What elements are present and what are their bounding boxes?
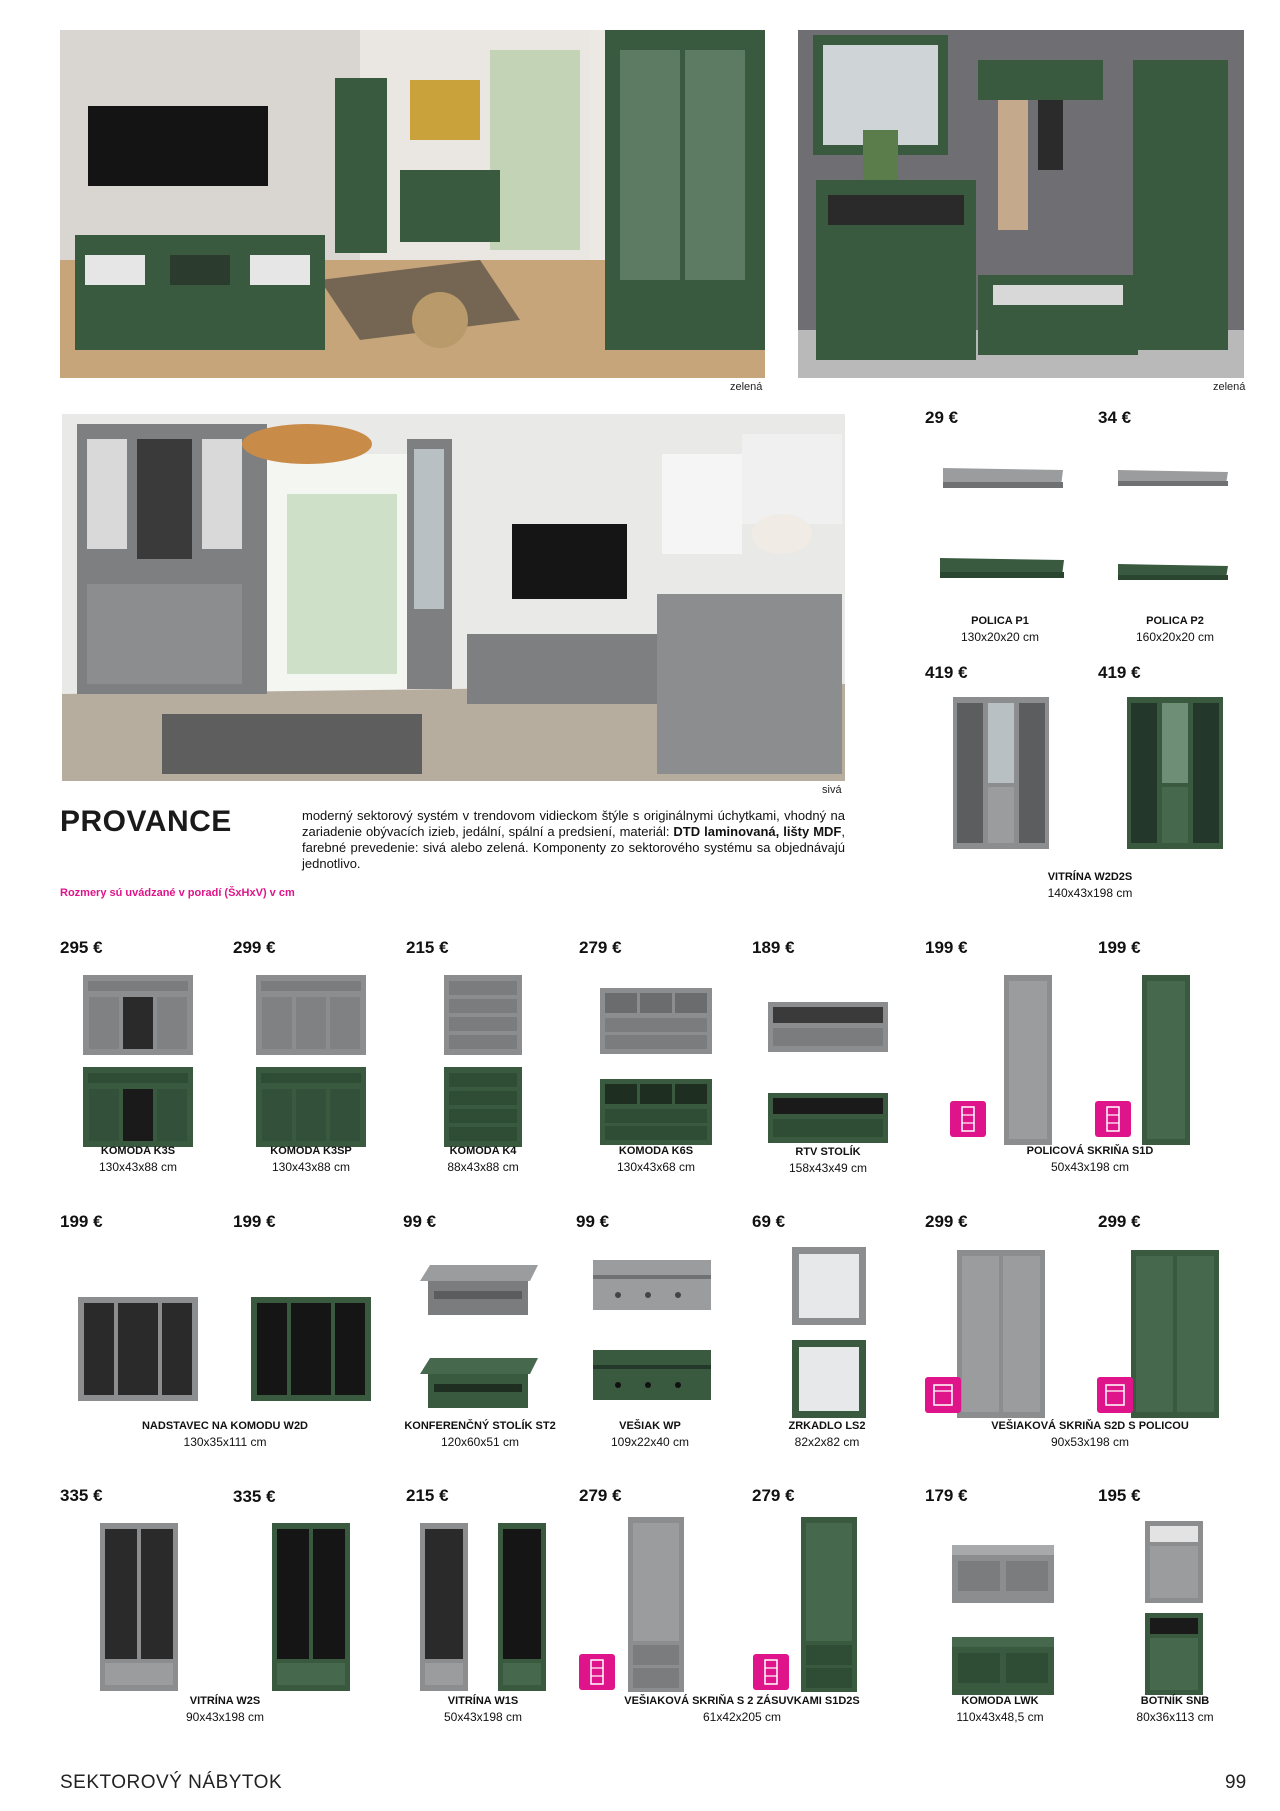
drawer-badge-icon bbox=[579, 1654, 615, 1690]
botnik-snb-gray bbox=[1145, 1521, 1203, 1603]
komoda-lwk-gray bbox=[952, 1545, 1054, 1603]
vesiak-wp-green bbox=[593, 1350, 711, 1400]
price-snb: 195 € bbox=[1098, 1486, 1141, 1505]
product-name-lwk: KOMODA LWK bbox=[961, 1695, 1039, 1707]
product-dim-w2d: 130x35x111 cm bbox=[183, 1435, 267, 1449]
product-dim-s2d: 90x53x198 cm bbox=[1050, 1435, 1130, 1449]
price-p1: 29 € bbox=[925, 408, 959, 427]
photo-caption: zelená bbox=[730, 381, 763, 393]
product-dim-k3sp: 130x43x88 cm bbox=[271, 1160, 351, 1174]
price-p2: 34 € bbox=[1098, 408, 1132, 427]
living-room-green-photo bbox=[60, 30, 765, 378]
page-number: 99 bbox=[1225, 1772, 1247, 1793]
vitrina-w2d2s-green bbox=[1127, 697, 1223, 849]
vitrina-w1s-green bbox=[498, 1523, 546, 1691]
price-w1s: 215 € bbox=[406, 1486, 449, 1505]
price-s1d2s-gray: 279 € bbox=[579, 1486, 622, 1505]
product-name-p1: POLICA P1 bbox=[971, 615, 1029, 627]
vesiakova-skrina-s2d-gray bbox=[957, 1250, 1045, 1418]
shelf-p1-green bbox=[940, 558, 1064, 580]
konferencny-stolik-st2-gray bbox=[420, 1265, 538, 1321]
living-room-gray-photo bbox=[62, 414, 845, 781]
product-name-wp: VEŠIAK WP bbox=[619, 1420, 681, 1432]
product-dim-wp: 109x22x40 cm bbox=[610, 1435, 690, 1449]
price-w2d2s-green: 419 € bbox=[1098, 663, 1141, 682]
komoda-k3sp-gray bbox=[256, 975, 366, 1055]
price-w2s-green: 335 € bbox=[233, 1487, 276, 1506]
price-k4: 215 € bbox=[406, 938, 449, 957]
price-w2d-gray: 199 € bbox=[60, 1212, 103, 1231]
wardrobe-badge-icon bbox=[1097, 1377, 1133, 1413]
botnik-snb-green bbox=[1145, 1613, 1203, 1695]
product-name-s2d: VEŠIAKOVÁ SKRIŇA S2D S POLICOU bbox=[991, 1420, 1189, 1432]
price-ls2: 69 € bbox=[752, 1212, 786, 1231]
price-w2d2s-gray: 419 € bbox=[925, 663, 968, 682]
price-k6s: 279 € bbox=[579, 938, 622, 957]
price-s1d-gray: 199 € bbox=[925, 938, 968, 957]
product-name-w2s: VITRÍNA W2S bbox=[189, 1695, 261, 1707]
komoda-k6s-green bbox=[600, 1079, 712, 1145]
product-dim-p1: 130x20x20 cm bbox=[960, 630, 1040, 644]
photo-caption: sivá bbox=[822, 784, 842, 796]
nadstavec-w2d-green bbox=[251, 1297, 371, 1401]
price-w2s-gray: 335 € bbox=[60, 1486, 103, 1505]
desc-part-1: moderný sektorový systém v trendovom vidieckom štýle s originálnymi úchytkami, vhodný na zariadenie obývacích izieb, jedální, spální a predsiení, materiál: bbox=[302, 808, 845, 839]
price-lwk: 179 € bbox=[925, 1486, 968, 1505]
product-dim-p2: 160x20x20 cm bbox=[1135, 630, 1215, 644]
dimensions-note: Rozmery sú uvádzané v poradí (ŠxHxV) v cm bbox=[60, 887, 295, 899]
section-footer: SEKTOROVÝ NÁBYTOK bbox=[60, 1772, 283, 1793]
product-dim-k3s: 130x43x88 cm bbox=[98, 1160, 178, 1174]
vitrina-w1s-gray bbox=[420, 1523, 468, 1691]
product-name-k3sp: KOMODA K3SP bbox=[270, 1145, 352, 1157]
price-s1d2s-green: 279 € bbox=[752, 1486, 795, 1505]
policova-skrina-s1d-green bbox=[1142, 975, 1190, 1145]
product-name-w2d2s: VITRÍNA W2D2S bbox=[1047, 871, 1133, 883]
komoda-k4-green bbox=[444, 1067, 522, 1147]
product-name-w2d: NADSTAVEC NA KOMODU W2D bbox=[141, 1420, 308, 1432]
shelf-p2-green bbox=[1118, 564, 1228, 582]
product-dim-s1d: 50x43x198 cm bbox=[1050, 1160, 1130, 1174]
product-dim-lwk: 110x43x48,5 cm bbox=[956, 1710, 1044, 1724]
desc-bold: DTD laminovaná, lišty MDF bbox=[673, 824, 842, 839]
konferencny-stolik-st2-green bbox=[420, 1358, 538, 1414]
policova-skrina-s1d-gray bbox=[1004, 975, 1052, 1145]
product-dim-s1d2s: 61x42x205 cm bbox=[702, 1710, 782, 1724]
product-name-s1d2s: VEŠIAKOVÁ SKRIŇA S 2 ZÁSUVKAMI S1D2S bbox=[624, 1695, 860, 1707]
photo-caption: zelená bbox=[1213, 381, 1246, 393]
vitrina-w2s-green bbox=[272, 1523, 350, 1691]
vesiakova-skrina-s1d2s-green bbox=[801, 1517, 857, 1692]
price-wp: 99 € bbox=[576, 1212, 610, 1231]
price-s2d-green: 299 € bbox=[1098, 1212, 1141, 1231]
price-w2d-green: 199 € bbox=[233, 1212, 276, 1231]
vesiak-wp-gray bbox=[593, 1260, 711, 1310]
product-name-s1d: POLICOVÁ SKRIŇA S1D bbox=[1026, 1145, 1154, 1157]
drawer-badge-icon bbox=[753, 1654, 789, 1690]
vesiakova-skrina-s1d2s-gray bbox=[628, 1517, 684, 1692]
nadstavec-w2d-gray bbox=[78, 1297, 198, 1401]
product-name-p2: POLICA P2 bbox=[1146, 615, 1204, 627]
product-name-k3s: KOMODA K3S bbox=[100, 1145, 176, 1157]
drawer-badge-icon bbox=[1095, 1101, 1131, 1137]
komoda-k6s-gray bbox=[600, 988, 712, 1054]
desc-part-2: , farebné prevedenie: sivá alebo zelená. Komponenty zo sektorového systému sa objednávajú jednotlivo. bbox=[302, 824, 845, 871]
zrkadlo-ls2-green bbox=[792, 1340, 866, 1418]
product-name-rtv: RTV STOLÍK bbox=[795, 1146, 861, 1158]
product-line-title: PROVANCE bbox=[60, 805, 232, 838]
hallway-green-photo bbox=[798, 30, 1244, 378]
product-dim-rtv: 158x43x49 cm bbox=[788, 1161, 868, 1175]
product-dim-w2s: 90x43x198 cm bbox=[185, 1710, 265, 1724]
drawer-badge-icon bbox=[950, 1101, 986, 1137]
product-dim-snb: 80x36x113 cm bbox=[1136, 1710, 1214, 1724]
komoda-k3s-gray bbox=[83, 975, 193, 1055]
product-name-k6s: KOMODA K6S bbox=[618, 1145, 694, 1157]
product-dim-w2d2s: 140x43x198 cm bbox=[1047, 886, 1133, 900]
price-k3s: 295 € bbox=[60, 938, 103, 957]
rtv-stolik-gray bbox=[768, 1002, 888, 1052]
product-name-w1s: VITRÍNA W1S bbox=[447, 1695, 519, 1707]
komoda-k3s-green bbox=[83, 1067, 193, 1147]
komoda-lwk-green bbox=[952, 1637, 1054, 1695]
product-dim-ls2: 82x2x82 cm bbox=[794, 1435, 860, 1449]
product-name-ls2: ZRKADLO LS2 bbox=[788, 1420, 866, 1432]
zrkadlo-ls2-gray bbox=[792, 1247, 866, 1325]
product-dim-w1s: 50x43x198 cm bbox=[443, 1710, 523, 1724]
vesiakova-skrina-s2d-green bbox=[1131, 1250, 1219, 1418]
vitrina-w2d2s-gray bbox=[953, 697, 1049, 849]
product-name-st2: KONFERENČNÝ STOLÍK ST2 bbox=[404, 1420, 556, 1432]
shelf-p1-gray bbox=[943, 468, 1063, 490]
product-name-snb: BOTNÍK SNB bbox=[1140, 1695, 1210, 1707]
komoda-k4-gray bbox=[444, 975, 522, 1055]
price-rtv: 189 € bbox=[752, 938, 795, 957]
product-name-k4: KOMODA K4 bbox=[449, 1145, 517, 1157]
product-line-description bbox=[302, 808, 845, 872]
product-dim-st2: 120x60x51 cm bbox=[440, 1435, 520, 1449]
vitrina-w2s-gray bbox=[100, 1523, 178, 1691]
price-k3sp: 299 € bbox=[233, 938, 276, 957]
price-s1d-green: 199 € bbox=[1098, 938, 1141, 957]
wardrobe-badge-icon bbox=[925, 1377, 961, 1413]
price-s2d-gray: 299 € bbox=[925, 1212, 968, 1231]
shelf-p2-gray bbox=[1118, 470, 1228, 488]
product-dim-k6s: 130x43x68 cm bbox=[616, 1160, 696, 1174]
product-dim-k4: 88x43x88 cm bbox=[447, 1160, 519, 1174]
rtv-stolik-green bbox=[768, 1093, 888, 1143]
price-st2: 99 € bbox=[403, 1212, 437, 1231]
komoda-k3sp-green bbox=[256, 1067, 366, 1147]
